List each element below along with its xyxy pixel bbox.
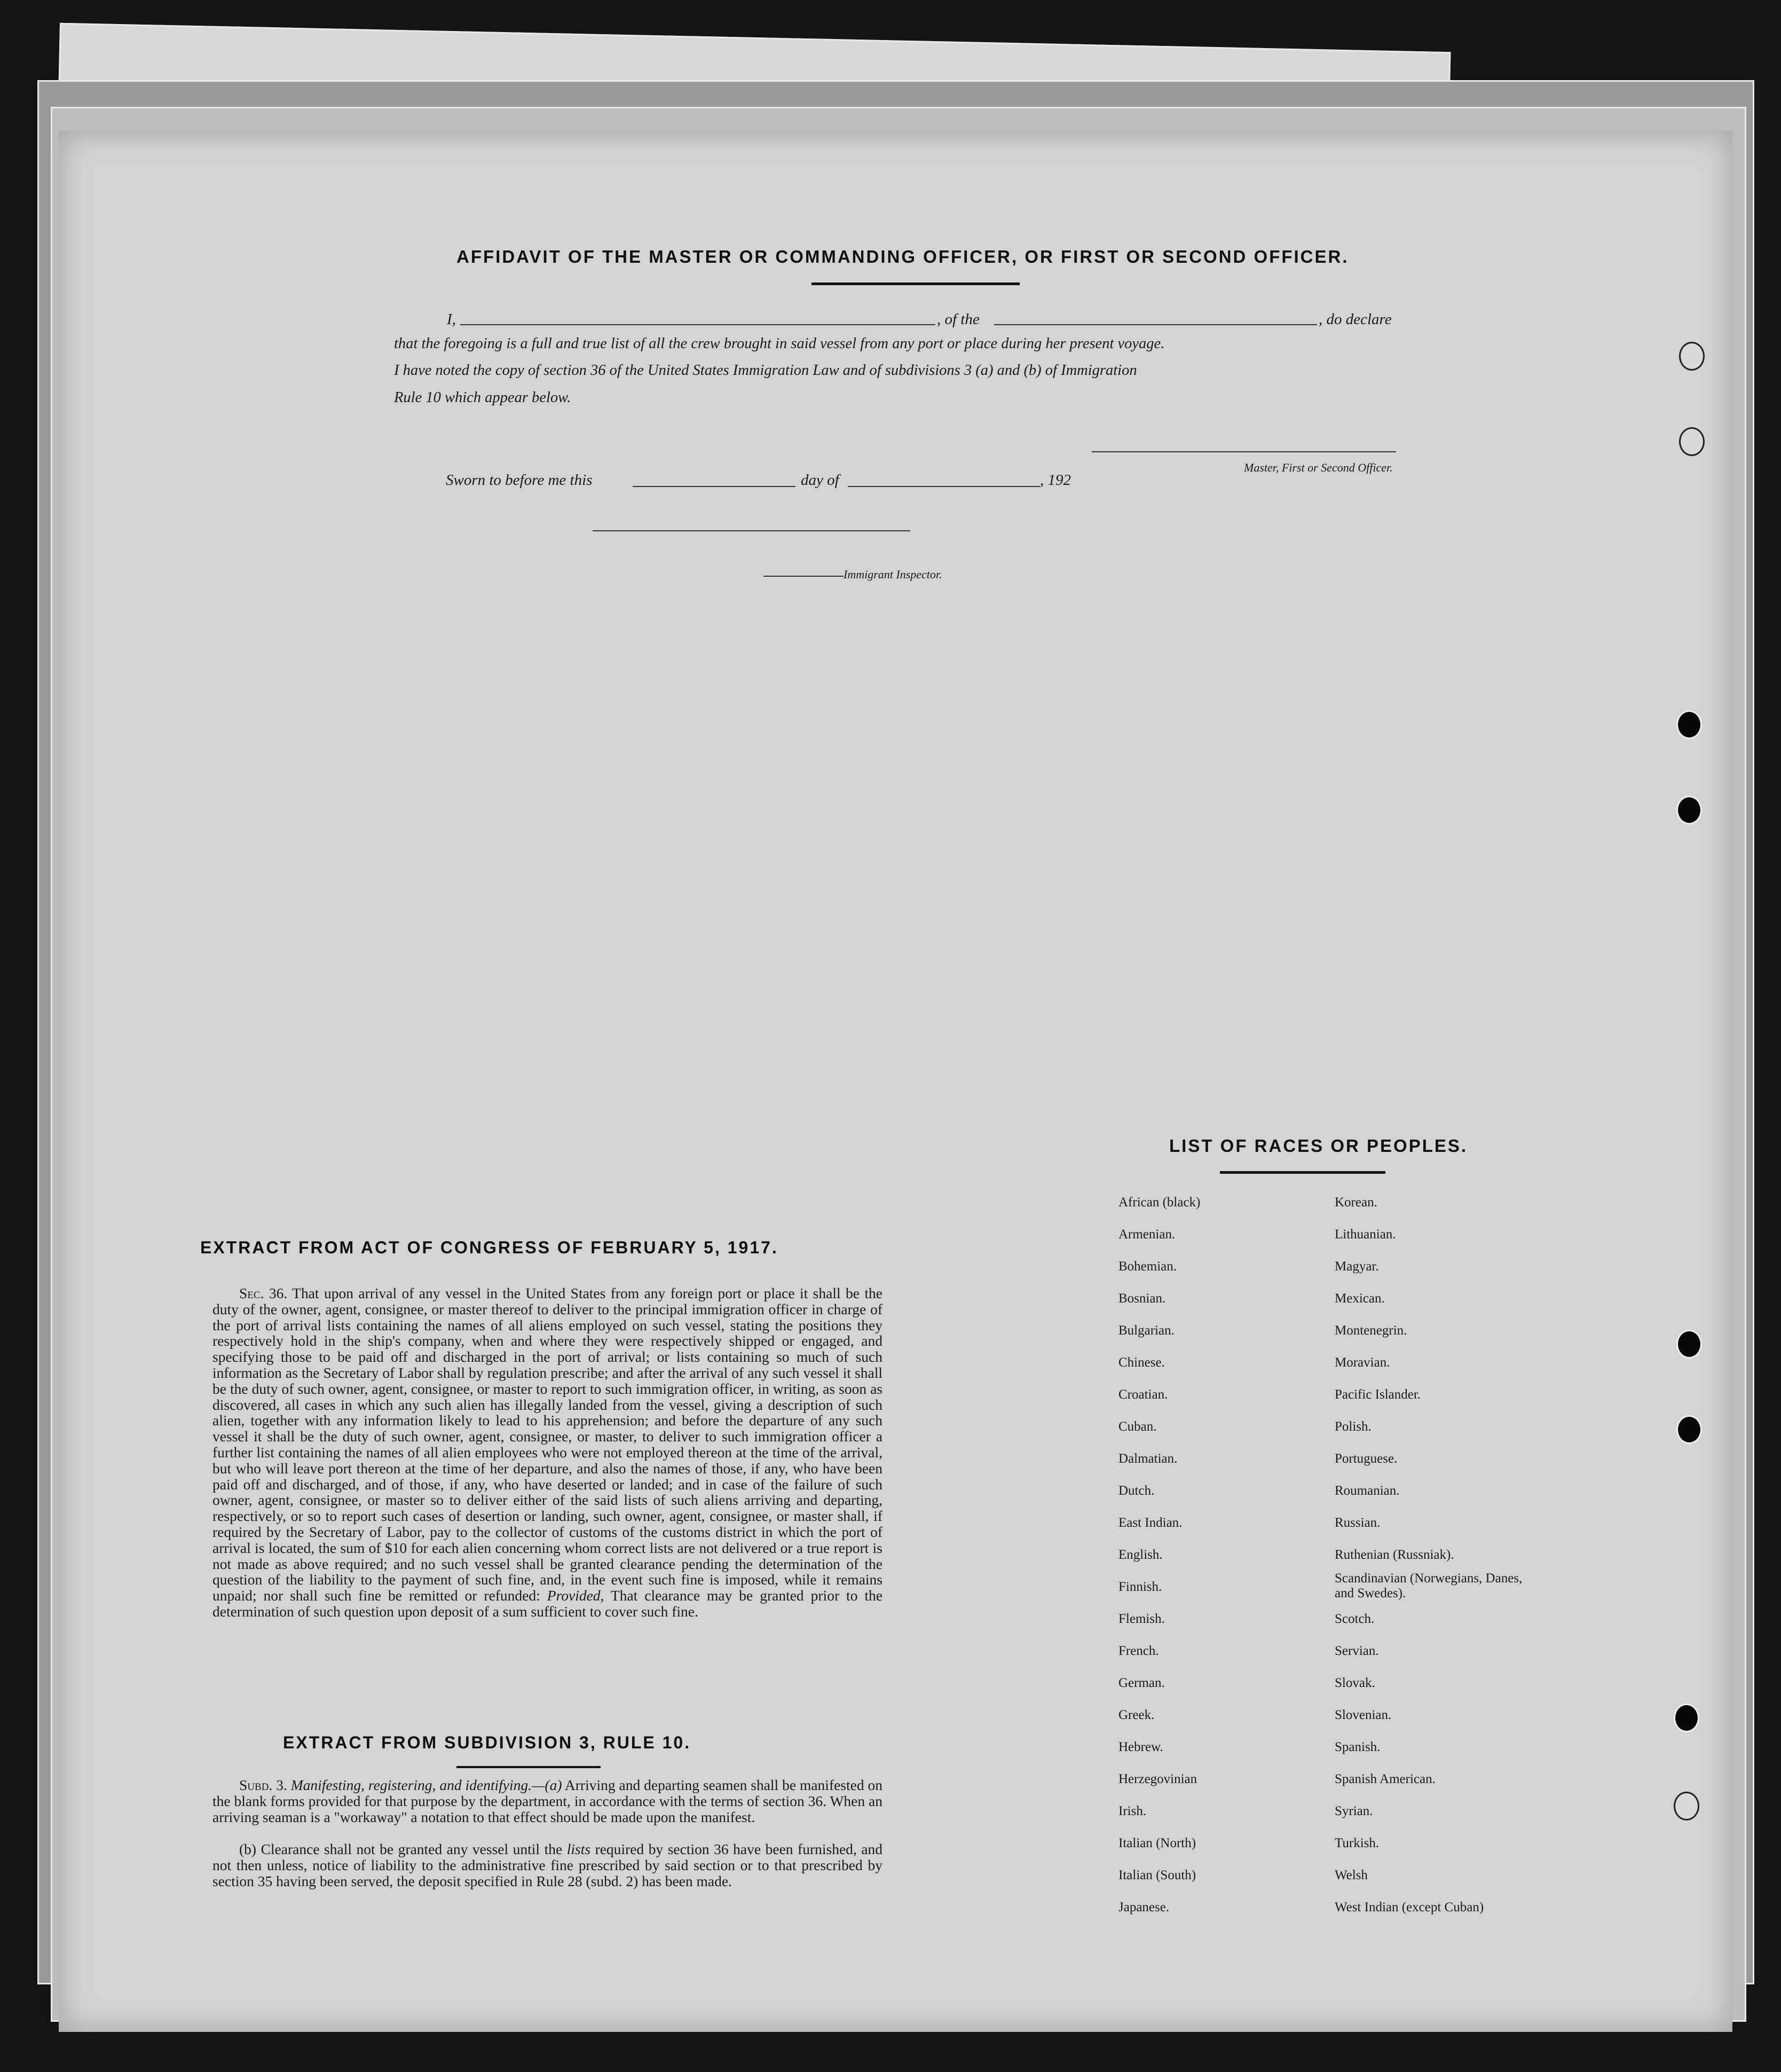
race-item: Magyar. <box>1335 1259 1379 1274</box>
race-item: Dalmatian. <box>1118 1451 1178 1466</box>
master-name-line[interactable] <box>460 324 935 325</box>
races-right-column <box>1335 1187 1527 1924</box>
races-title-rule <box>1220 1171 1385 1174</box>
race-item: Korean. <box>1335 1195 1377 1210</box>
subd-b-lists: lists <box>566 1841 591 1857</box>
race-item: Dutch. <box>1118 1484 1155 1498</box>
race-item: German. <box>1118 1676 1165 1690</box>
race-item: Herzegovinian <box>1118 1772 1197 1786</box>
race-item: West Indian (except Cuban) <box>1335 1900 1484 1914</box>
race-item: Pacific Islander. <box>1335 1387 1421 1402</box>
provided-body: That clearance may be granted prior to the determination of such question upon deposit of a sum sufficient to cover such fine. <box>212 1587 883 1620</box>
race-item: Servian. <box>1335 1644 1379 1658</box>
section-label: Sec. 36. <box>239 1285 288 1301</box>
races-title: LIST OF RACES OR PEOPLES. <box>1169 1136 1468 1156</box>
signature-label: Master, First or Second Officer. <box>1244 461 1393 474</box>
punch-hole-7 <box>1674 1704 1699 1732</box>
inspector-label: Immigrant Inspector. <box>844 568 942 581</box>
race-item: African (black) <box>1118 1195 1201 1210</box>
rule-extract-title: EXTRACT FROM SUBDIVISION 3, RULE 10. <box>283 1733 691 1752</box>
race-item: Portuguese. <box>1335 1451 1398 1466</box>
punch-hole-2 <box>1679 427 1705 456</box>
section-body: That upon arrival of any vessel in the United States from any foreign port or place it shall be the duty of the owner, agent, consignee, or master thereof to deliver to the principal immigration officer in charge of the port of arrival lists containing the names of all aliens employed on such vessel, stating the positions they respectively hold in the ship's company, when and where they were respectively shipped or engaged, and specifying those to be paid off and discharged in the port of arrival; or lists containing so much of such information as the Secretary of Labor shall by regulation prescribe; and after the arrival of any such vessel it shall be the duty of such owner, agent, consignee, or master to report to such immigration officer, in writing, as soon as discovered, all cases in which any such alien has illegally landed from the vessel, giving a description of such alien, together with any information likely to lead to his apprehension; and before the departure of any such vessel it shall be the duty of such owner, agent, consignee, or master, to deliver to such immigration officer a further list containing the names of all alien employees who were not employed thereon at the time of the arrival, but who will leave port thereon at the time of her departure, and also the names of those, if any, who have been paid off and discharged, and of those, if any, who have deserted or landed; and in case of the failure of such owner, agent, consignee, or master so to deliver either of the said lists of such aliens arriving and departing, respectively, or so to report such cases of desertion or landing, such owner, agent, consignee, or master shall, if required by the Secretary of Labor, pay to the collector of customs of the customs district in which the port of arrival is located, the sum of $10 for each alien concerning whom correct lists are not delivered or a true report is not made as above required; and no such vessel shall be granted clearance pending the determination of the question of the liability to the payment of such fine, and, in the event such fine is imposed, while it remains unpaid; nor shall such fine be remitted or refunded: <box>212 1285 882 1604</box>
race-item: Greek. <box>1118 1708 1155 1722</box>
race-item: Montenegrin. <box>1335 1323 1407 1338</box>
race-item: Polish. <box>1335 1419 1372 1434</box>
affidavit-line-3: I have noted the copy of section 36 of the United States Immigration Law and of subdivisions 3 (a) and (b) of Immigration <box>394 362 1137 379</box>
race-item: Finnish. <box>1118 1580 1162 1594</box>
race-item: Mexican. <box>1335 1291 1385 1306</box>
sworn-day-line[interactable] <box>633 486 795 487</box>
subd-b-body-1: Clearance shall not be granted any vessel until the <box>261 1841 563 1857</box>
race-item: Bulgarian. <box>1118 1323 1175 1338</box>
affidavit-declare: , do declare <box>1319 311 1392 328</box>
subd-heading: Manifesting, registering, and identifying.—(a) <box>290 1777 562 1793</box>
race-item: Ruthenian (Russniak). <box>1335 1548 1454 1562</box>
race-item: Bosnian. <box>1118 1291 1166 1306</box>
subdivision-3b-text <box>212 1841 882 1889</box>
affidavit-i: I, <box>447 311 456 328</box>
race-item: Roumanian. <box>1335 1484 1400 1498</box>
punch-hole-4 <box>1676 796 1702 825</box>
affidavit-title-rule <box>811 282 1020 285</box>
punch-hole-3 <box>1676 710 1702 739</box>
affidavit-line-4: Rule 10 which appear below. <box>394 389 571 406</box>
punch-hole-8 <box>1674 1792 1699 1820</box>
subd-label: Subd. 3. <box>239 1777 287 1793</box>
race-item: Lithuanian. <box>1335 1227 1396 1242</box>
race-item: Welsh <box>1335 1868 1368 1882</box>
race-item: Chinese. <box>1118 1355 1165 1370</box>
race-item: Spanish. <box>1335 1740 1381 1754</box>
race-item: Moravian. <box>1335 1355 1390 1370</box>
inspector-short-line <box>763 576 844 577</box>
inspector-signature-line[interactable] <box>593 530 910 531</box>
subd-b-label: (b) <box>239 1841 257 1857</box>
race-item: Turkish. <box>1335 1836 1380 1850</box>
race-item: Scotch. <box>1335 1612 1375 1626</box>
race-item: Slovak. <box>1335 1676 1375 1690</box>
race-item: Spanish American. <box>1335 1772 1436 1786</box>
race-item: Cuban. <box>1118 1419 1157 1434</box>
subd-a-body: Arriving and departing seamen shall be manifested on the blank forms provided for that purpose by the department, in accordance with the terms of section 36. When an arriving seaman is a "workaway" a notation to that effect should be made upon the manifest. <box>212 1777 883 1825</box>
race-item: Slovenian. <box>1335 1708 1392 1722</box>
race-item: Bohemian. <box>1118 1259 1177 1274</box>
race-item: Japanese. <box>1118 1900 1170 1914</box>
affidavit-line-2: that the foregoing is a full and true list of all the crew brought in said vessel from any port or place during her present voyage. <box>394 335 1165 352</box>
race-item: East Indian. <box>1118 1516 1183 1530</box>
punch-hole-6 <box>1676 1415 1702 1444</box>
sworn-month-line[interactable] <box>848 486 1040 487</box>
signature-line[interactable] <box>1092 451 1396 452</box>
subdivision-3-text <box>212 1777 882 1825</box>
race-item: Croatian. <box>1118 1387 1168 1402</box>
race-item: Russian. <box>1335 1516 1381 1530</box>
affidavit-title: AFFIDAVIT OF THE MASTER OR COMMANDING OFFICER, OR FIRST OR SECOND OFFICER. <box>456 247 1349 266</box>
provided-label: Provided, <box>547 1587 604 1604</box>
sworn-year: , 192 <box>1040 472 1071 489</box>
punch-hole-1 <box>1679 342 1705 371</box>
punch-hole-5 <box>1676 1330 1702 1359</box>
sworn-day-of: day of <box>801 472 839 489</box>
race-item: Syrian. <box>1335 1804 1373 1818</box>
manifest-page <box>59 131 1732 2032</box>
race-item: Hebrew. <box>1118 1740 1163 1754</box>
race-item: Italian (North) <box>1118 1836 1196 1850</box>
affidavit-of-the: , of the <box>937 311 980 328</box>
race-item: Italian (South) <box>1118 1868 1196 1882</box>
subd-b-body-2: required by section 36 have been furnished, and not then unless, notice of liability to the administrative fine prescribed by said section or to that prescribed by section 35 having been served, the deposit specified in Rule 28 (subd. 2) has been made. <box>212 1841 883 1889</box>
vessel-name-line[interactable] <box>994 324 1317 325</box>
race-item: Armenian. <box>1118 1227 1176 1242</box>
act-extract-title: EXTRACT FROM ACT OF CONGRESS OF FEBRUARY 5, 1917. <box>200 1238 778 1257</box>
race-item: Scandinavian (Norwegians, Danes, and Swedes). <box>1335 1571 1523 1600</box>
race-item: Flemish. <box>1118 1612 1165 1626</box>
sworn-prefix: Sworn to before me this <box>446 472 593 489</box>
section-36-text <box>212 1285 882 1620</box>
race-item: English. <box>1118 1548 1163 1562</box>
race-item: Irish. <box>1118 1804 1147 1818</box>
races-left-column <box>1118 1187 1200 1924</box>
rule-extract-rule <box>456 1766 601 1768</box>
race-item: French. <box>1118 1644 1159 1658</box>
